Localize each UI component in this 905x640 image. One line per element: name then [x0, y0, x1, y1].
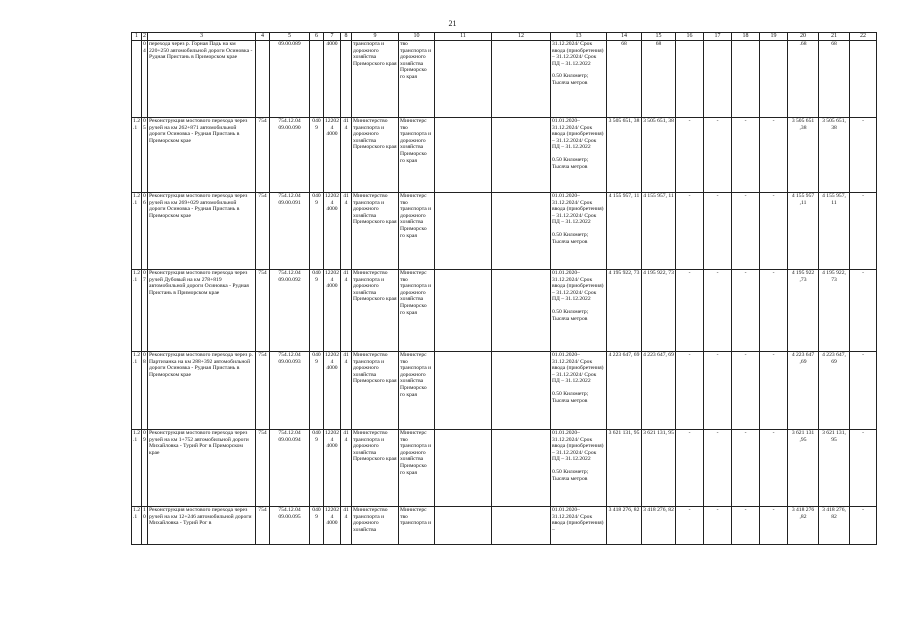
- cell-c1: 1.2.1: [132, 118, 142, 193]
- term-text: 01.01.2020– 31.12.2024/ Срок ввода (приобретения) – 31.12.2024/ Срок ПД – 31.12.2022: [552, 270, 604, 303]
- cell-c22: -: [850, 352, 877, 430]
- cell-c19: -: [760, 193, 788, 270]
- cell-c10: Министерс тво транспорта и дорожного хозяйства Приморско го края: [399, 193, 435, 270]
- cell-c11: [435, 41, 492, 118]
- cell-c3: Реконструкция мостового перехода через ручей на км 1+752 автомобильной дороги Михайловка - Турий Рог в Приморском крае: [148, 430, 256, 507]
- cell-c13: [551, 41, 607, 118]
- table-body: [132, 41, 877, 545]
- cell-c11: [435, 507, 492, 545]
- term-text: 01.01.2020– 31.12.2024/ Срок ввода (приобретения) – 31.12.2024/ Срок ПД – 31.12.2022: [552, 193, 604, 226]
- cell-c20: 4 155 957 ,11: [788, 193, 819, 270]
- cell-c22: [850, 41, 877, 118]
- column-number-8: 8: [341, 33, 352, 41]
- cell-c18: [732, 41, 760, 118]
- cell-c4: 754: [256, 507, 270, 545]
- cell-c9: Министерство транспорта и дорожного хозяйства Приморского края: [352, 118, 399, 193]
- column-number-19: 19: [760, 33, 788, 41]
- cell-c2: 08: [142, 352, 148, 430]
- cell-c3: Реконструкция мостового перехода через р. Партизанка на км 288+392 автомобильной дороги Осиновка - Рудная Пристань в Приморском крае: [148, 352, 256, 430]
- cell-c4: [256, 41, 270, 118]
- cell-c2: 04: [142, 41, 148, 118]
- cell-c21: 4 155 957, 11: [819, 193, 850, 270]
- cell-c14: 4 223 647, 69: [607, 352, 642, 430]
- cell-c14: 3 621 131, 95: [607, 430, 642, 507]
- column-number-21: 21: [819, 33, 850, 41]
- column-number-1: 1: [132, 33, 142, 41]
- term-text: 01.01.2020– 31.12.2024/ Срок ввода (приобретения) – 31.12.2024/ Срок ПД – 31.12.2022: [552, 118, 604, 151]
- cell-c20: 3 418 276 ,82: [788, 507, 819, 545]
- cell-c17: -: [704, 193, 732, 270]
- cell-c8: [341, 41, 352, 118]
- column-number-7: 7: [324, 33, 341, 41]
- column-number-18: 18: [732, 33, 760, 41]
- cell-c5: 754.12.04 09.00.092: [270, 270, 310, 352]
- cell-c12: [492, 41, 551, 118]
- table-row: [132, 41, 877, 118]
- cell-c22: -: [850, 430, 877, 507]
- cell-c10: тво транспорта и дорожного хозяйства Приморско го края: [399, 41, 435, 118]
- cell-c8: 414: [341, 352, 352, 430]
- budget-table: [131, 32, 877, 545]
- cell-c7: 122024 4000: [324, 352, 341, 430]
- cell-c4: 754: [256, 270, 270, 352]
- unit-text: 0.50 Километр; Тысяча метров: [552, 468, 589, 482]
- cell-c14: 4 155 957, 11: [607, 193, 642, 270]
- cell-c10: Министерс тво транспорта и дорожного хозяйства Приморско го края: [399, 118, 435, 193]
- cell-c3: Реконструкция мостового перехода через ручей на км 262+871 автомобильной дороги Осиновка - Рудная Пристань в Приморском крае: [148, 118, 256, 193]
- cell-c17: -: [704, 352, 732, 430]
- cell-c22: -: [850, 507, 877, 545]
- cell-c9: Министерство транспорта и дорожного хозяйства Приморского края: [352, 193, 399, 270]
- cell-c15: 4 155 957, 11: [642, 193, 676, 270]
- cell-c7: 122024 4000: [324, 118, 341, 193]
- cell-c13: [551, 270, 607, 352]
- cell-c7: 122024 4000: [324, 270, 341, 352]
- cell-c8: 414: [341, 193, 352, 270]
- column-number-14: 14: [607, 33, 642, 41]
- cell-c2: 06: [142, 193, 148, 270]
- cell-c6: 0409: [310, 507, 324, 545]
- cell-c18: -: [732, 430, 760, 507]
- column-number-11: 11: [435, 33, 492, 41]
- page-number: 21: [448, 19, 457, 28]
- cell-c10: Министерс тво транспорта и: [399, 507, 435, 545]
- cell-c2: 05: [142, 118, 148, 193]
- column-number-16: 16: [676, 33, 704, 41]
- column-number-9: 9: [352, 33, 399, 41]
- cell-c7: 4000: [324, 41, 341, 118]
- cell-c18: -: [732, 118, 760, 193]
- cell-c4: 754: [256, 430, 270, 507]
- cell-c12: [492, 352, 551, 430]
- term-text: 31.12.2024/ Срок ввода (приобретения) – 31.12.2024/ Срок ПД – 31.12.2022: [552, 41, 604, 67]
- column-number-5: 5: [270, 33, 310, 41]
- cell-c4: 754: [256, 118, 270, 193]
- cell-c12: [492, 193, 551, 270]
- cell-c12: [492, 507, 551, 545]
- cell-c14: 3 505 651, 38: [607, 118, 642, 193]
- cell-c18: -: [732, 352, 760, 430]
- cell-c15: 4 223 647, 69: [642, 352, 676, 430]
- cell-c8: 414: [341, 270, 352, 352]
- cell-c8: 414: [341, 430, 352, 507]
- cell-c5: 09.00.089: [270, 41, 310, 118]
- cell-c8: 414: [341, 118, 352, 193]
- cell-c1: 1.2.1: [132, 270, 142, 352]
- cell-c1: 1.2.1: [132, 352, 142, 430]
- cell-c10: Министерс тво транспорта и дорожного хозяйства Приморско го края: [399, 352, 435, 430]
- cell-c19: -: [760, 118, 788, 193]
- cell-c9: Министерство транспорта и дорожного хозяйства Приморского края: [352, 430, 399, 507]
- table-row: [132, 507, 877, 545]
- cell-c17: -: [704, 430, 732, 507]
- cell-c22: -: [850, 193, 877, 270]
- cell-c15: 4 195 922, 73: [642, 270, 676, 352]
- column-number-4: 4: [256, 33, 270, 41]
- column-number-22: 22: [850, 33, 877, 41]
- cell-c16: -: [676, 270, 704, 352]
- table-row: [132, 352, 877, 430]
- cell-c16: -: [676, 193, 704, 270]
- cell-c13: [551, 352, 607, 430]
- cell-c22: -: [850, 118, 877, 193]
- cell-c3: перехода через р. Горная Падь на км 220+250 автомобильной дороги Осиновка - Рудная Пристань в Приморском крае: [148, 41, 256, 118]
- cell-c13: [551, 507, 607, 545]
- cell-c7: 122024 4000: [324, 193, 341, 270]
- cell-c6: 0409: [310, 193, 324, 270]
- cell-c13: [551, 430, 607, 507]
- unit-text: 0.50 Километр; Тысяча метров: [552, 390, 589, 404]
- cell-c5: 754.12.04 09.00.095: [270, 507, 310, 545]
- cell-c4: 754: [256, 193, 270, 270]
- cell-c10: Министерс тво транспорта и дорожного хозяйства Приморско го края: [399, 430, 435, 507]
- column-number-20: 20: [788, 33, 819, 41]
- column-number-2: 2: [143, 33, 146, 39]
- cell-c19: -: [760, 430, 788, 507]
- cell-c17: [704, 41, 732, 118]
- column-number-17: 17: [704, 33, 732, 41]
- unit-text: 0.50 Километр; Тысяча метров: [552, 308, 589, 322]
- cell-c17: -: [704, 270, 732, 352]
- cell-c12: [492, 430, 551, 507]
- cell-c15: 68: [642, 41, 676, 118]
- cell-c6: 0409: [310, 352, 324, 430]
- cell-c9: Министерство транспорта и дорожного хозяйства: [352, 507, 399, 545]
- cell-c1: 1.2.1: [132, 193, 142, 270]
- cell-c15: 3 621 131, 95: [642, 430, 676, 507]
- cell-c21: 3 418 276, 82: [819, 507, 850, 545]
- cell-c7: 122024 4000: [324, 507, 341, 545]
- cell-c4: 754: [256, 352, 270, 430]
- cell-c6: 0409: [310, 270, 324, 352]
- cell-c2: 10: [142, 507, 148, 545]
- cell-c13: [551, 118, 607, 193]
- cell-c14: 68: [607, 41, 642, 118]
- cell-c21: 3 505 651, 38: [819, 118, 850, 193]
- cell-c1: 1.2.1: [132, 507, 142, 545]
- cell-c18: -: [732, 193, 760, 270]
- term-text: 01.01.2020– 31.12.2024/ Срок ввода (приобретения) –: [552, 507, 604, 533]
- cell-c11: [435, 270, 492, 352]
- cell-c5: 754.12.04 09.00.090: [270, 118, 310, 193]
- unit-text: 0.50 Километр; Тысяча метров: [552, 231, 589, 245]
- cell-c19: -: [760, 352, 788, 430]
- cell-c3: Реконструкция мостового перехода через ручей Дубовый на км 278+819 автомобильной дороги Осиновка - Рудная Пристань в Приморском крае: [148, 270, 256, 352]
- column-number-13: 13: [551, 33, 607, 41]
- cell-c20: 4 223 647 ,69: [788, 352, 819, 430]
- cell-c10: Министерс тво транспорта и дорожного хозяйства Приморско го края: [399, 270, 435, 352]
- cell-c19: -: [760, 507, 788, 545]
- cell-c14: 4 195 922, 73: [607, 270, 642, 352]
- cell-c7: 122024 4000: [324, 430, 341, 507]
- cell-c18: -: [732, 270, 760, 352]
- cell-c11: [435, 352, 492, 430]
- cell-c8: 414: [341, 507, 352, 545]
- cell-c1: [132, 41, 142, 118]
- cell-c9: Министерство транспорта и дорожного хозяйства Приморского края: [352, 270, 399, 352]
- cell-c21: 68: [819, 41, 850, 118]
- cell-c16: -: [676, 352, 704, 430]
- cell-c5: 754.12.04 09.00.093: [270, 352, 310, 430]
- table-row: [132, 193, 877, 270]
- term-text: 01.01.2020– 31.12.2024/ Срок ввода (приобретения) – 31.12.2024/ Срок ПД – 31.12.2022: [552, 430, 604, 463]
- cell-c11: [435, 430, 492, 507]
- cell-c16: [676, 41, 704, 118]
- column-number-6: 6: [310, 33, 324, 41]
- cell-c11: [435, 193, 492, 270]
- cell-c19: -: [760, 270, 788, 352]
- cell-c2: 07: [142, 270, 148, 352]
- column-number-10: 10: [399, 33, 435, 41]
- column-number-row: [132, 33, 877, 41]
- cell-c3: Реконструкция мостового перехода через ручей на км 12+246 автомобильной дороги Михайловка - Турий Рог в: [148, 507, 256, 545]
- table-row: [132, 430, 877, 507]
- column-number-12: 12: [492, 33, 551, 41]
- cell-c5: 754.12.04 09.00.094: [270, 430, 310, 507]
- cell-c13: [551, 193, 607, 270]
- column-number-15: 15: [642, 33, 676, 41]
- cell-c2: 09: [142, 430, 148, 507]
- cell-c22: -: [850, 270, 877, 352]
- unit-text: 0.50 Километр; Тысяча метров: [552, 73, 589, 86]
- cell-c16: -: [676, 507, 704, 545]
- cell-c20: 3 621 131 ,95: [788, 430, 819, 507]
- cell-c15: 3 418 276, 82: [642, 507, 676, 545]
- cell-c21: 4 223 647, 69: [819, 352, 850, 430]
- cell-c21: 3 621 131, 95: [819, 430, 850, 507]
- cell-c9: транспорта и дорожного хозяйства Приморского края: [352, 41, 399, 118]
- cell-c3: Реконструкция мостового перехода через ручей на км 269+029 автомобильной дороги Осиновка - Рудная Пристань в Приморском крае: [148, 193, 256, 270]
- cell-c5: 754.12.04 09.00.091: [270, 193, 310, 270]
- cell-c14: 3 418 276, 82: [607, 507, 642, 545]
- cell-c16: -: [676, 118, 704, 193]
- cell-c6: [310, 41, 324, 118]
- unit-text: 0.50 Километр; Тысяча метров: [552, 156, 589, 170]
- cell-c15: 3 505 651, 38: [642, 118, 676, 193]
- cell-c20: .68: [788, 41, 819, 118]
- cell-c16: -: [676, 430, 704, 507]
- cell-c17: -: [704, 118, 732, 193]
- cell-c17: -: [704, 507, 732, 545]
- table-row: [132, 118, 877, 193]
- table-row: [132, 270, 877, 352]
- term-text: 01.01.2020– 31.12.2024/ Срок ввода (приобретения) – 31.12.2024/ Срок ПД – 31.12.2022: [552, 352, 604, 385]
- cell-c21: 4 195 922, 73: [819, 270, 850, 352]
- cell-c12: [492, 118, 551, 193]
- cell-c18: -: [732, 507, 760, 545]
- cell-c6: 0409: [310, 118, 324, 193]
- cell-c9: Министерство транспорта и дорожного хозяйства Приморского края: [352, 352, 399, 430]
- cell-c19: [760, 41, 788, 118]
- column-number-3: 3: [148, 33, 256, 41]
- cell-c12: [492, 270, 551, 352]
- cell-c20: 3 505 651 ,38: [788, 118, 819, 193]
- cell-c1: 1.2.1: [132, 430, 142, 507]
- cell-c6: 0409: [310, 430, 324, 507]
- cell-c11: [435, 118, 492, 193]
- cell-c20: 4 195 922 ,73: [788, 270, 819, 352]
